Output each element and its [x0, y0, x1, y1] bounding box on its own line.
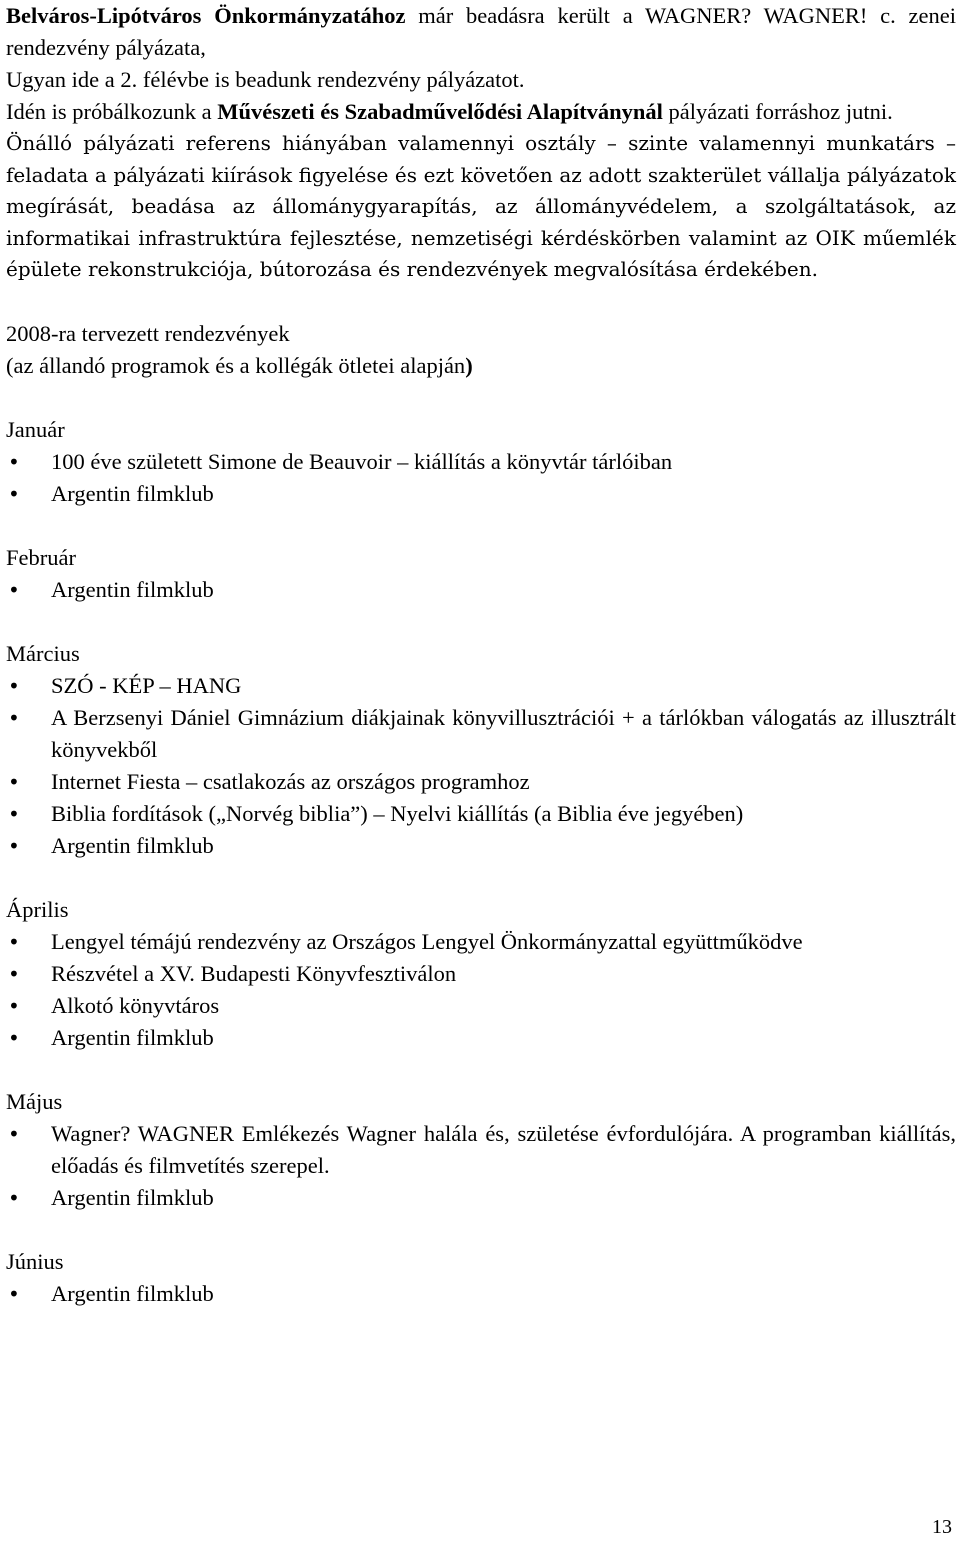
page-number: 13: [932, 1516, 952, 1538]
event-item: • Részvétel a XV. Budapesti Könyvfesztiválon: [6, 958, 956, 990]
intro-line-1: [6, 0, 956, 64]
event-item: • Argentin filmklub: [6, 1022, 956, 1054]
event-item: • Internet Fiesta – csatlakozás az országos programhoz: [6, 766, 956, 798]
municipality-name: Belváros-Lipótváros Önkormányzatához: [6, 3, 406, 28]
foundation-name: Művészeti és Szabadművelődési Alapítványnál: [217, 99, 663, 124]
section-subtitle-text: (az állandó programok és a kollégák ötletei alapján: [6, 352, 466, 378]
intro-line-2: Ugyan ide a 2. félévbe is beadunk rendezvény pályázatot.: [6, 67, 525, 92]
month-heading: Február: [6, 544, 76, 570]
spacer: [6, 1214, 956, 1246]
section-subtitle: [6, 350, 956, 382]
event-item: • Argentin filmklub: [6, 478, 956, 510]
event-list: [6, 446, 956, 510]
spacer: [6, 510, 956, 542]
month-heading: Március: [6, 640, 80, 666]
event-list: [6, 1118, 956, 1214]
event-item: • SZÓ - KÉP – HANG: [6, 670, 956, 702]
spacer: [6, 1054, 956, 1086]
intro-line-3: [6, 96, 956, 128]
spacer: [6, 286, 956, 318]
event-item: • Lengyel témájú rendezvény az Országos Lengyel Önkormányzattal együttműködve: [6, 926, 956, 958]
event-list: [6, 926, 956, 1054]
event-item: • 100 éve született Simone de Beauvoir – kiállítás a könyvtár tárlóiban: [6, 446, 956, 478]
event-item: • Biblia fordítások („Norvég biblia”) – Nyelvi kiállítás (a Biblia éve jegyében): [6, 798, 956, 830]
event-item: • Argentin filmklub: [6, 1278, 956, 1310]
event-item: • Alkotó könyvtáros: [6, 990, 956, 1022]
event-list: [6, 574, 956, 606]
grants-paragraph: Önálló pályázati referens hiányában valamennyi osztály – szinte valamennyi munkatárs – feladata a pályázati kiírások figyelése és ezt követően az adott szakterület vállalja pályázatok megírását, beadása az állománygyarapítás, az állományvédelem, a szolgáltatások, az informatikai infrastruktúra fejlesztése, nemzetiségi kérdéskörben valamint az OIK műemlék épülete rekonstrukciója, bútorozása és rendezvények megvalósítása érdekében.: [6, 131, 956, 281]
intro-line-3-b: pályázati forráshoz jutni.: [662, 99, 893, 124]
month-heading: Június: [6, 1248, 64, 1274]
spacer: [6, 862, 956, 894]
month-heading: Január: [6, 416, 65, 442]
document-page: [6, 0, 956, 1310]
event-item: • Argentin filmklub: [6, 830, 956, 862]
section-title: 2008-ra tervezett rendezvények: [6, 320, 290, 346]
intro-line-3-a: Idén is próbálkozunk a: [6, 99, 218, 124]
spacer: [6, 382, 956, 414]
event-item: • Argentin filmklub: [6, 1182, 956, 1214]
month-heading: Május: [6, 1088, 63, 1114]
intro-line-1-rest: már beadásra került a WAGNER? WAGNER! c. zenei rendezvény pályázata,: [6, 3, 956, 60]
spacer: [6, 606, 956, 638]
month-heading: Április: [6, 896, 69, 922]
event-list: [6, 670, 956, 862]
event-item: • Wagner? WAGNER Emlékezés Wagner halála és, születése évfordulójára. A programban kiállítás, előadás és filmvetítés szerepel.: [6, 1118, 956, 1182]
events-by-month: [6, 382, 956, 1310]
event-item: • A Berzsenyi Dániel Gimnázium diákjainak könyvillusztrációi + a tárlókban válogatás az illusztrált könyvekből: [6, 702, 956, 766]
event-list: [6, 1278, 956, 1310]
event-item: • Argentin filmklub: [6, 574, 956, 606]
section-subtitle-close: ): [465, 352, 473, 378]
